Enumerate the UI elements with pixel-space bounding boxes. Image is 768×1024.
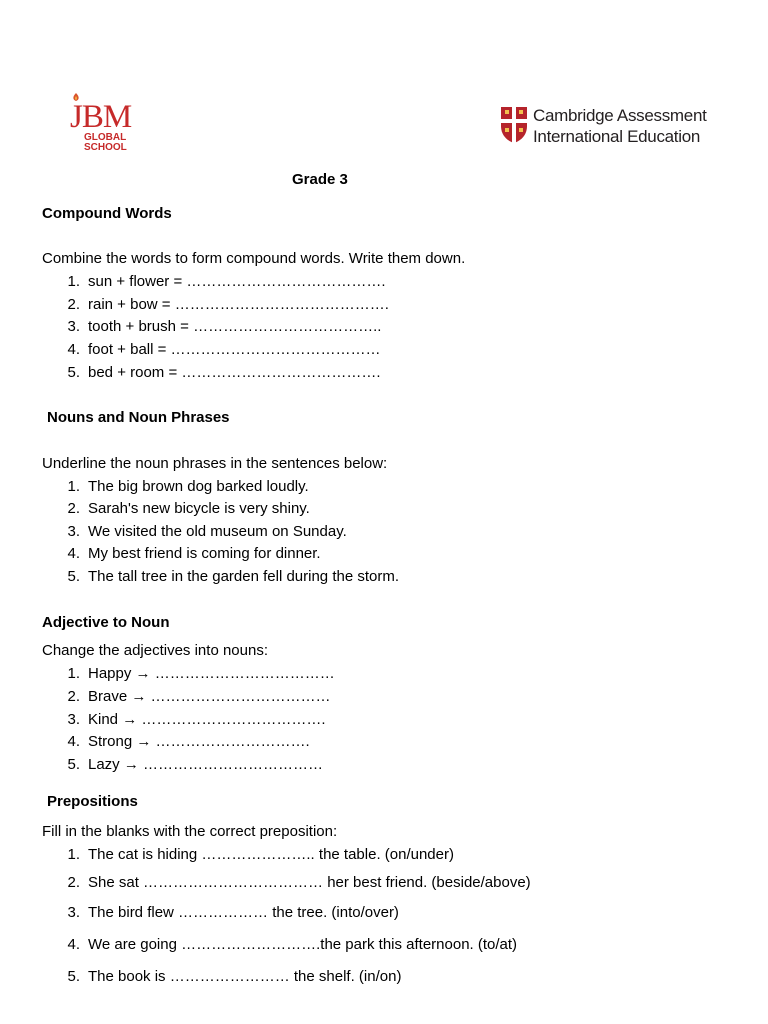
jbm-logo-text: JBM [70, 99, 132, 135]
list-item-text: The big brown dog barked loudly. [88, 478, 309, 495]
list-item: 5. The book is …………………… the shelf. (in/on) [67, 968, 402, 985]
jbm-logo-school: SCHOOL [84, 142, 127, 153]
list-item: 1. The big brown dog barked loudly. [67, 478, 309, 495]
list-item-text: The tall tree in the garden fell during the storm. [88, 568, 400, 585]
list-item: 1. sun + flower = …………………………………. [67, 273, 386, 290]
list-item-text: We are going ……………………….the park this afternoon. (to/at) [88, 936, 518, 953]
grade-heading: Grade 3 [292, 171, 348, 188]
list-item-text: foot + ball = …………………………………… [88, 341, 381, 358]
list-item-text: Sarah's new bicycle is very shiny. [88, 500, 310, 517]
list-item: 3. tooth + brush = ……………………………….. [67, 318, 382, 335]
list-item-text: Lazy → ……………………………… [88, 756, 324, 773]
list-item-text: tooth + brush = ……………………………….. [88, 318, 382, 335]
list-item-text: She sat ……………………………… her best friend. (beside/above) [88, 874, 531, 891]
compound-words-instruction: Combine the words to form compound words. Write them down. [42, 250, 466, 267]
list-item: 1. The cat is hiding ………………….. the table. (on/under) [67, 846, 454, 863]
list-item: 4. foot + ball = …………………………………… [67, 341, 381, 358]
list-item: 5. Lazy → ……………………………… [67, 756, 324, 773]
list-item: 5. The tall tree in the garden fell during the storm. [67, 568, 400, 585]
nouns-instruction: Underline the noun phrases in the sentences below: [42, 455, 388, 472]
jbm-global-school-logo [68, 90, 146, 158]
list-item-text: The book is …………………… the shelf. (in/on) [88, 968, 402, 985]
list-item: 3. Kind → ………………………………. [67, 711, 326, 728]
prepositions-instruction: Fill in the blanks with the correct preposition: [42, 823, 338, 840]
compound-words-heading: Compound Words [42, 205, 172, 222]
adjective-instruction: Change the adjectives into nouns: [42, 642, 268, 659]
cambridge-shield-icon [500, 106, 528, 144]
list-item: 5. bed + room = …………………………………. [67, 364, 381, 381]
cambridge-logo-line2: International Education [533, 127, 701, 146]
list-item: 4. My best friend is coming for dinner. [67, 545, 321, 562]
list-item-text: Brave → ……………………………… [88, 688, 331, 705]
nouns-heading: Nouns and Noun Phrases [47, 409, 230, 426]
list-item: 3. We visited the old museum on Sunday. [67, 523, 347, 540]
list-item: 4. We are going ……………………….the park this afternoon. (to/at) [67, 936, 518, 953]
cambridge-logo-line1: Cambridge Assessment [533, 106, 707, 125]
cambridge-assessment-logo [500, 104, 720, 152]
jbm-logo-global: GLOBAL [84, 132, 127, 143]
list-item-text: My best friend is coming for dinner. [88, 545, 321, 562]
list-item: 4. Strong → …………………………. [67, 733, 310, 750]
list-item-text: rain + bow = ……………………………………. [88, 296, 389, 313]
list-item: 2. rain + bow = ……………………………………. [67, 296, 389, 313]
list-item: 2. Sarah's new bicycle is very shiny. [67, 500, 310, 517]
adjective-heading: Adjective to Noun [42, 614, 170, 631]
list-item: 2. She sat ……………………………… her best friend. (beside/above) [67, 874, 531, 891]
list-item: 3. The bird flew ……………… the tree. (into/over) [67, 904, 399, 921]
list-item-text: sun + flower = …………………………………. [88, 273, 386, 290]
list-item-text: bed + room = …………………………………. [88, 364, 381, 381]
list-item-text: Kind → ………………………………. [88, 711, 326, 728]
prepositions-heading: Prepositions [47, 793, 138, 810]
list-item-text: We visited the old museum on Sunday. [88, 523, 347, 540]
list-item-text: Happy → ……………………………… [88, 665, 335, 682]
list-item: 2. Brave → ……………………………… [67, 688, 331, 705]
list-item: 1. Happy → ……………………………… [67, 665, 335, 682]
list-item-text: Strong → …………………………. [88, 733, 310, 750]
list-item-text: The bird flew ……………… the tree. (into/over) [88, 904, 399, 921]
list-item-text: The cat is hiding ………………….. the table. (on/under) [88, 846, 454, 863]
